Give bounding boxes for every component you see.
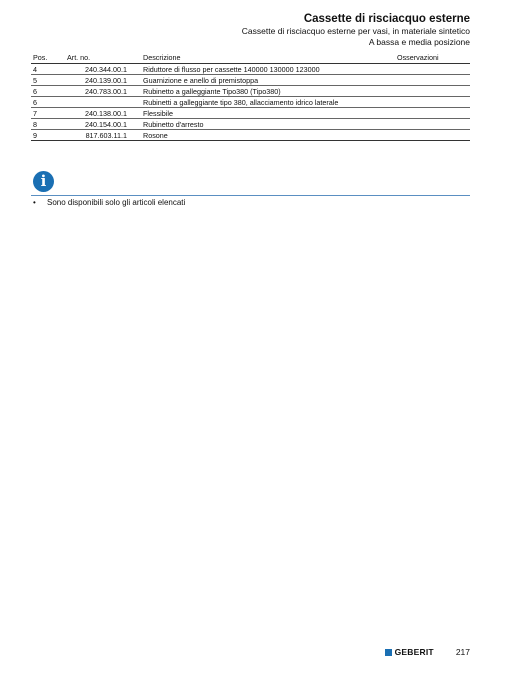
column-header-description: Descrizione	[141, 51, 395, 64]
cell-pos: 7	[31, 108, 65, 119]
page-footer	[385, 646, 470, 658]
cell-description: Rosone	[141, 130, 395, 141]
geberit-logo	[385, 647, 434, 657]
info-note: • Sono disponibili solo gli articoli elencati	[31, 197, 185, 208]
cell-art-no: 817.603.11.1	[65, 130, 141, 141]
table-row	[31, 75, 470, 86]
cell-notes	[395, 108, 470, 119]
cell-art-no: 240.154.00.1	[65, 119, 141, 130]
info-icon: i	[33, 171, 54, 192]
cell-notes	[395, 119, 470, 130]
cell-pos: 9	[31, 130, 65, 141]
cell-description: Rubinetti a galleggiante tipo 380, allacciamento idrico laterale	[141, 97, 395, 108]
table-row	[31, 97, 470, 108]
cell-notes	[395, 130, 470, 141]
cell-art-no: 240.344.00.1	[65, 64, 141, 75]
logo-square-icon	[385, 649, 392, 656]
cell-art-no: 240.139.00.1	[65, 75, 141, 86]
cell-notes	[395, 64, 470, 75]
cell-art-no	[65, 97, 141, 108]
column-header-pos: Pos.	[31, 51, 65, 64]
page-subtitle-secondary: A bassa e media posizione	[368, 37, 470, 47]
logo-text: GEBERIT	[394, 647, 434, 657]
page-header	[242, 12, 470, 48]
cell-notes	[395, 75, 470, 86]
cell-description: Flessibile	[141, 108, 395, 119]
cell-description: Rubinetto a galleggiante Tipo380 (Tipo380)	[141, 86, 395, 97]
parts-table	[31, 51, 470, 141]
cell-pos: 6	[31, 97, 65, 108]
cell-description: Rubinetto d'arresto	[141, 119, 395, 130]
info-divider	[31, 195, 470, 196]
cell-description: Guarnizione e anello di premistoppa	[141, 75, 395, 86]
table-row	[31, 64, 470, 75]
cell-pos: 6	[31, 86, 65, 97]
cell-art-no: 240.783.00.1	[65, 86, 141, 97]
page-title: Cassette di risciacquo esterne	[303, 13, 470, 25]
table-header-row	[31, 51, 470, 64]
cell-art-no: 240.138.00.1	[65, 108, 141, 119]
column-header-notes: Osservazioni	[395, 51, 470, 64]
cell-notes	[395, 86, 470, 97]
cell-pos: 5	[31, 75, 65, 86]
cell-description: Riduttore di flusso per cassette 140000 130000 123000	[141, 64, 395, 75]
page-subtitle: Cassette di risciacquo esterne per vasi, in materiale sintetico	[241, 26, 470, 36]
cell-notes	[395, 97, 470, 108]
table-row	[31, 130, 470, 141]
cell-pos: 8	[31, 119, 65, 130]
page-number: 217	[455, 647, 470, 657]
cell-pos: 4	[31, 64, 65, 75]
table-row	[31, 86, 470, 97]
table-row	[31, 119, 470, 130]
info-note-list	[31, 197, 185, 208]
column-header-art-no: Art. no.	[65, 51, 141, 64]
table-row	[31, 108, 470, 119]
